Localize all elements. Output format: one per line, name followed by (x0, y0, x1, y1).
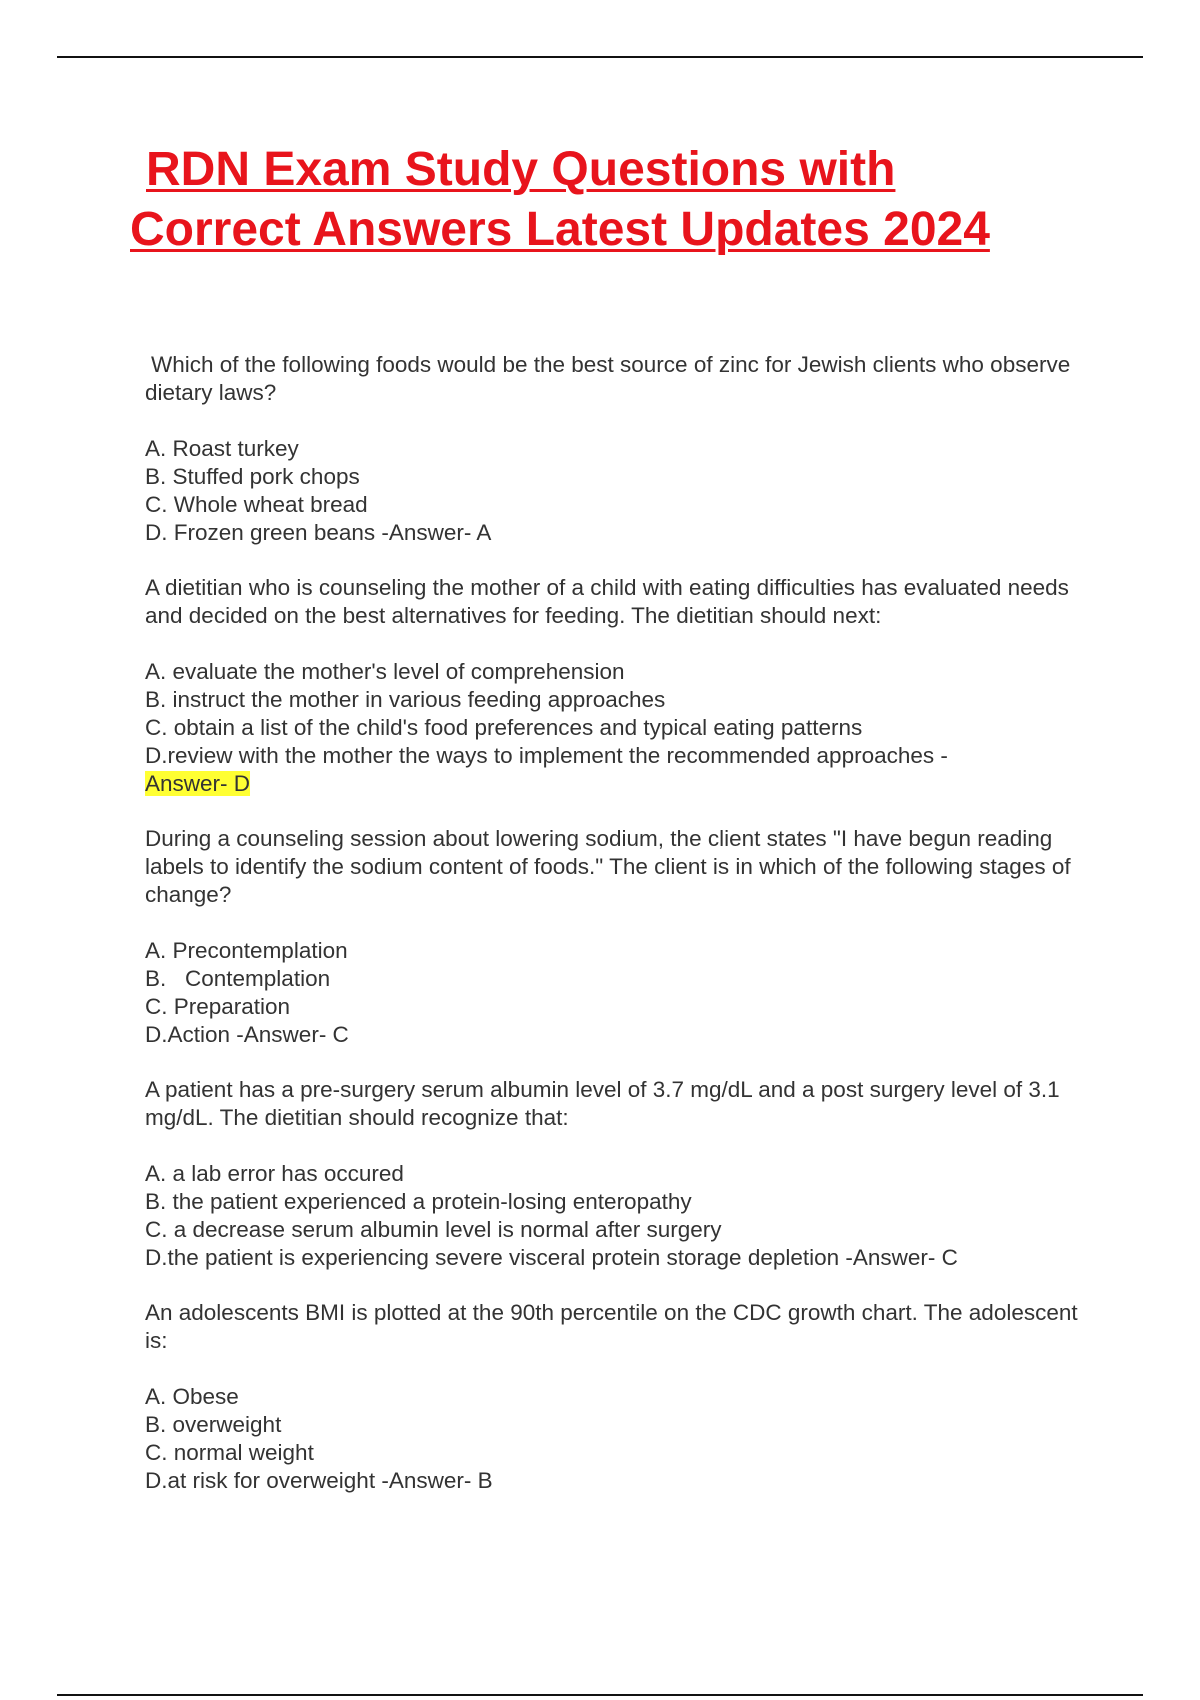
option-a: A. Roast turkey (145, 436, 299, 461)
bottom-rule (57, 1694, 1143, 1696)
top-rule (57, 56, 1143, 58)
option-c: C. a decrease serum albumin level is normal after surgery (145, 1217, 722, 1242)
question-4 (145, 1076, 1095, 1272)
option-d: D.review with the mother the ways to implement the recommended approaches - (145, 743, 948, 768)
option-b: B. overweight (145, 1412, 282, 1437)
option-d-with-answer (145, 1467, 1095, 1495)
option-c: C. Preparation (145, 994, 291, 1019)
answer-options (145, 1160, 1095, 1272)
answer-key: -Answer- B (375, 1468, 493, 1493)
option-d: D. Frozen green beans (145, 520, 376, 545)
answer-key: -Answer- C (230, 1022, 349, 1047)
question-text: A dietitian who is counseling the mother of a child with eating difficulties has evaluated needs and decided on the best alternatives for feeding. The dietitian should next: (145, 575, 1069, 628)
answer-options (145, 435, 1095, 547)
title-line-1: RDN Exam Study Questions with (146, 143, 896, 196)
question-list (145, 351, 1095, 1522)
option-d: D.the patient is experiencing severe visceral protein storage depletion (145, 1245, 840, 1270)
question-3 (145, 825, 1095, 1049)
question-text: A patient has a pre-surgery serum albumin level of 3.7 mg/dL and a post surgery level of 3.1 mg/dL. The dietitian should recognize that: (145, 1077, 1060, 1130)
answer-line (145, 770, 1095, 798)
option-d: D.Action (145, 1022, 231, 1047)
option-b: B. Contemplation (145, 966, 331, 991)
answer-options (145, 937, 1095, 1049)
option-c: C. Whole wheat bread (145, 492, 368, 517)
option-a: A. Obese (145, 1384, 239, 1409)
question-text: An adolescents BMI is plotted at the 90th percentile on the CDC growth chart. The adolescent is: (145, 1300, 1078, 1353)
highlighted-answer-key: Answer- D (145, 771, 251, 796)
option-d-with-answer (145, 1021, 1095, 1049)
option-b: B. Stuffed pork chops (145, 464, 360, 489)
question-text: Which of the following foods would be the best source of zinc for Jewish clients who observe dietary laws? (145, 352, 1071, 405)
question-5 (145, 1299, 1095, 1495)
option-d: D.at risk for overweight (145, 1468, 376, 1493)
option-b: B. the patient experienced a protein-losing enteropathy (145, 1189, 692, 1214)
option-a: A. Precontemplation (145, 938, 348, 963)
option-d-with-answer (145, 519, 1095, 547)
option-d-with-answer (145, 1244, 1095, 1272)
answer-key: -Answer- C (839, 1245, 958, 1270)
answer-options (145, 658, 1095, 798)
question-1 (145, 351, 1095, 547)
option-b: B. instruct the mother in various feeding approaches (145, 687, 666, 712)
answer-options (145, 1383, 1095, 1495)
option-a: A. a lab error has occured (145, 1161, 404, 1186)
question-text: During a counseling session about lowering sodium, the client states "I have begun reading labels to identify the sodium content of foods." The client is in which of the following stages of change? (145, 826, 1071, 907)
option-a: A. evaluate the mother's level of comprehension (145, 659, 625, 684)
answer-key: -Answer- A (375, 520, 492, 545)
option-c: C. obtain a list of the child's food preferences and typical eating patterns (145, 715, 863, 740)
option-c: C. normal weight (145, 1440, 314, 1465)
title-line-2: Correct Answers Latest Updates 2024 (130, 203, 990, 256)
question-2 (145, 574, 1095, 798)
document-title (130, 140, 1090, 260)
